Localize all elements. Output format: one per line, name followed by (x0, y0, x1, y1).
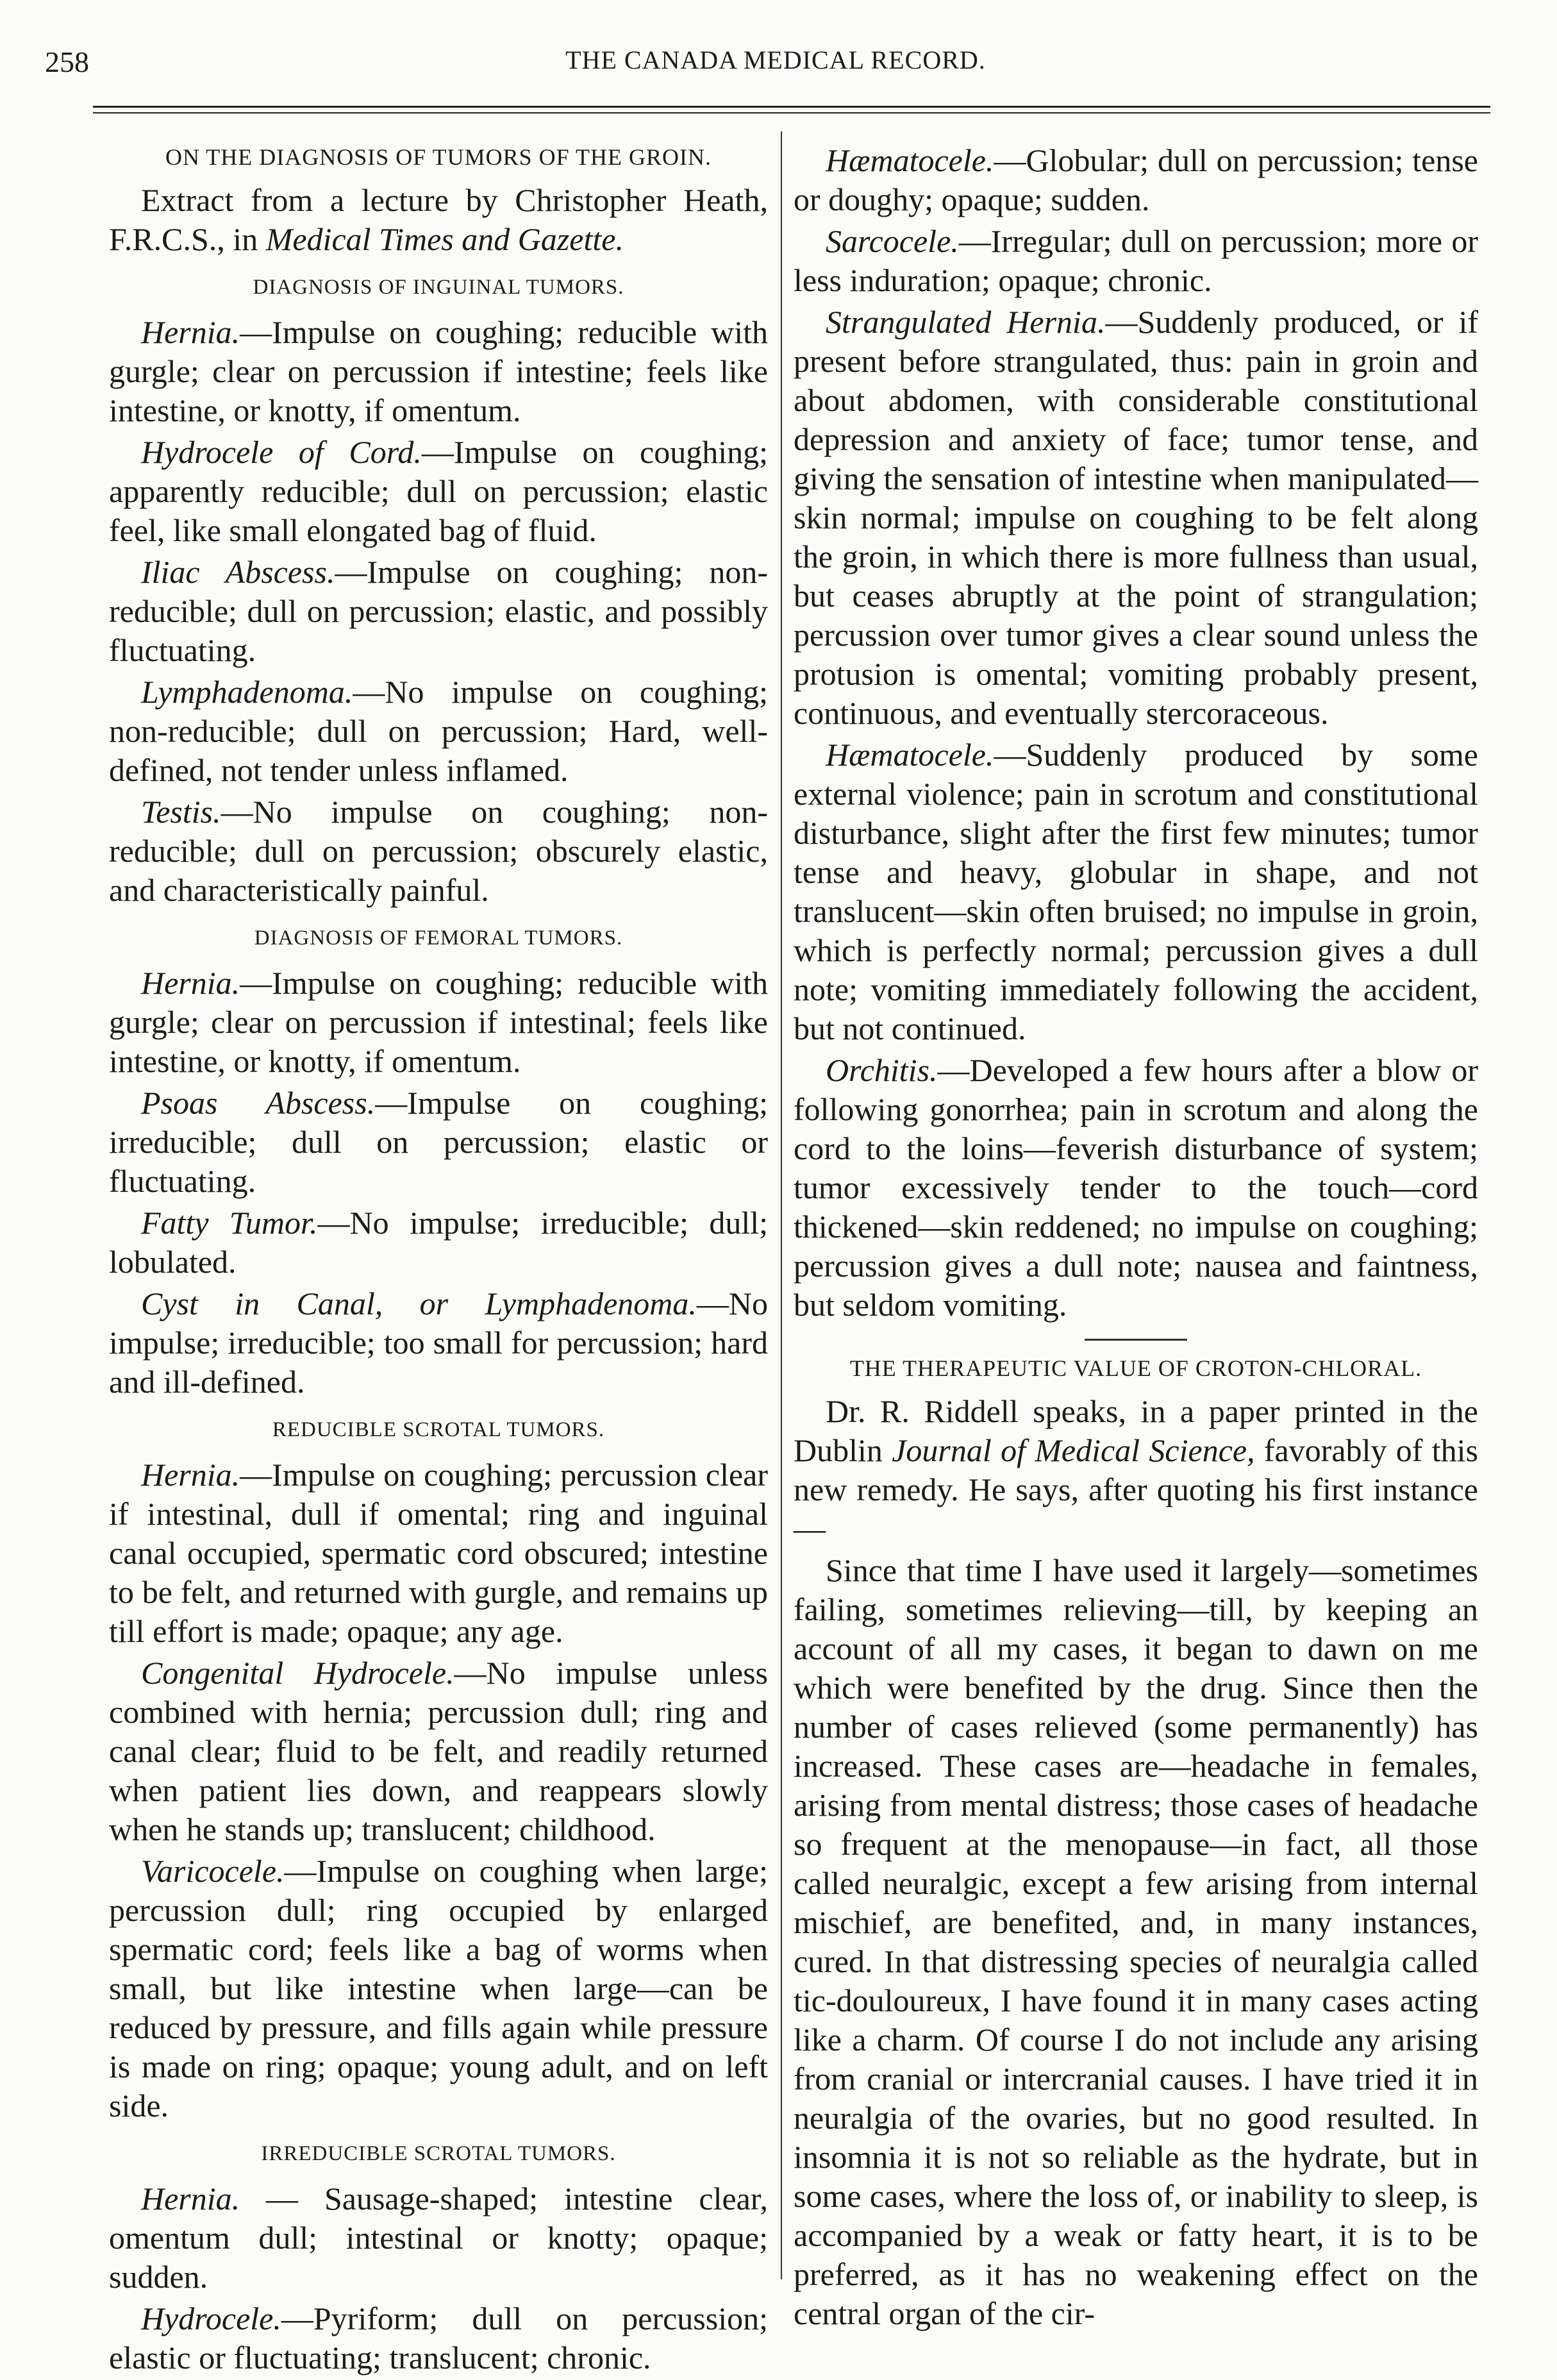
entry-text: —Impulse on coughing; apparently reducible; dull on percussion; elastic feel, like small elongated bag of fluid. (109, 434, 768, 548)
entry-text: —Impulse on coughing; reducible with gurgle; clear on percussion if intestine; feels like intestine, or knotty, if omentum. (109, 314, 768, 428)
entry (109, 1852, 768, 2125)
entry (109, 1455, 768, 1651)
paragraph-text: favorably of this new remedy. He says, after quoting his first instance— (794, 1432, 1478, 1546)
entry-text: —Impulse on coughing; reducible with gurgle; clear on percussion if intestinal; feels like intestine, or knotty, if omentum. (109, 965, 768, 1079)
entry-text: —Impulse on coughing; irreducible; dull on percussion; elastic or fluctuating. (109, 1085, 768, 1199)
section-heading: DIAGNOSIS OF FEMORAL TUMORS. (254, 926, 623, 950)
intro-source: Medical Times and Gazette. (265, 221, 624, 257)
article-paragraph: Since that time I have used it largely—sometimes failing, sometimes relieving—till, by keeping an account of all my cases, it began to dawn on me which were benefited by the drug. Since then the number of cases relieved (some permanently) has increased. These cases are—headache in females, arising from mental distress; those cases of headache so frequent at the menopause—in fact, all those called neuralgic, except a few arising from internal mischief, are benefited, and, in many instances, cured. In that distressing species of neuralgia called tic-douloureux, I have found it in many cases acting like a charm. Of course I do not include any arising from cranial or intercranial causes. I have tried it in neuralgia of the ovaries, but no good resulted. In insomnia it is not so reliable as the hydrate, but in some cases, where the loss of, or inability to sleep, is accompanied by a weak or fatty heart, it is to be preferred, as it has no weakening effect on the central organ of the cir- (794, 1552, 1478, 2331)
entry (794, 303, 1478, 733)
entry-term: Hernia. (141, 965, 240, 1001)
entry-term: Hydrocele. (141, 2300, 281, 2336)
article-intro (109, 181, 768, 259)
entry-text: —Suddenly produced, or if present before strangulated, thus: pain in groin and about abdomen, with considerable constitutional depression and anxiety of face; tumor tense, and giving the sensation of intestine when manipulated—skin normal; impulse on coughing to be felt along the groin, in which there is more fullness than usual, but ceases abruptly at the point of strangulation; percussion over tumor gives a clear sound unless the protusion is omental; vomiting probably present, continuous, and eventually stercoraceous. (794, 304, 1478, 731)
entry-term: Fatty Tumor. (141, 1205, 318, 1241)
article-paragraph (794, 1392, 1478, 1548)
entry-term: Cyst in Canal, or Lymphadenoma. (141, 1286, 697, 1321)
entry-term: Hæmatocele. (826, 142, 994, 178)
entry-term: Strangulated Hernia. (826, 304, 1106, 340)
entry-term: Sarcocele. (826, 223, 959, 259)
entry (109, 2179, 768, 2297)
entry-term: Psoas Abscess. (141, 1085, 376, 1121)
entry-text: — Sausage-shaped; intestine clear, omentum dull; intestinal or knotty; opaque; sudden. (109, 2181, 768, 2295)
column-divider (781, 131, 782, 2279)
entry (109, 433, 768, 550)
entry-term: Hernia. (141, 2181, 240, 2217)
entry-text: —No impulse unless combined with hernia; percussion dull; ring and canal clear; fluid to be felt, and readily returned when patient lies down, and reappears slowly when he stands up; translucent; childhood. (109, 1655, 769, 1847)
entry-term: Varicocele. (141, 1853, 285, 1889)
entry (109, 553, 768, 670)
entry (109, 1654, 768, 1849)
running-head: THE CANADA MEDICAL RECORD. (565, 46, 986, 74)
entry (109, 1203, 768, 1282)
page-number: 258 (45, 46, 89, 78)
entry (794, 1051, 1478, 1325)
entry-term: Testis. (141, 794, 221, 830)
entry-text: —Developed a few hours after a blow or following gonorrhea; pain in scrotum and along the cord to the loins—feverish disturbance of system; tumor excessively tender to the touch—cord thickened—skin reddened; no impulse on coughing; percussion gives a dull note; nausea and faintness, but seldom vomiting. (794, 1052, 1478, 1323)
article-title: THE THERAPEUTIC VALUE OF CROTON-CHLORAL. (849, 1355, 1422, 1381)
entry (109, 792, 768, 910)
entry-text: —Suddenly produced by some external violence; pain in scrotum and constitutional disturbance, slight after the first few minutes; tumor tense and heavy, globular in shape, and not translucent—skin often bruised; no impulse in groin, which is perfectly normal; percussion gives a dull note; vomiting immediately following the accident, but not continued. (794, 737, 1478, 1046)
entry (109, 1284, 768, 1402)
entry-text: —No impulse on coughing; non-reducible; dull on percussion; Hard, well-defined, not tender unless inflamed. (109, 674, 768, 788)
entry-text: —Impulse on coughing; non-reducible; dull on percussion; elastic, and possibly fluctuating. (109, 554, 768, 668)
left-column (109, 141, 768, 2380)
entry-term: Hernia. (141, 1457, 240, 1493)
entry (109, 1084, 768, 1201)
header-rule (93, 106, 1490, 108)
section-heading: REDUCIBLE SCROTAL TUMORS. (272, 1418, 605, 1441)
entry-term: Hydrocele of Cord. (141, 434, 422, 470)
intro-text: Extract from a lecture by Christopher Heath, F.R.C.S., in (109, 182, 768, 257)
entry-text: —No impulse; irreducible; too small for percussion; hard and ill-defined. (109, 1286, 768, 1400)
paragraph-text: Dr. R. Riddell speaks, in a paper printed in the Dublin (794, 1393, 1478, 1468)
header-rule-thin (93, 112, 1490, 113)
entry (109, 673, 768, 790)
entry-text: —No impulse on coughing; non-reducible; dull on percussion; obscurely elastic, and characteristically painful. (109, 794, 768, 908)
page-header (45, 45, 1506, 90)
entry (794, 141, 1478, 219)
entry (109, 964, 768, 1081)
entry-text: —Impulse on coughing when large; percussion dull; ring occupied by enlarged spermatic cord; feels like a bag of worms when small, but like intestine when large—can be reduced by pressure, and fills again while pressure is made on ring; opaque; young adult, and on left side. (109, 1853, 768, 2124)
right-column (794, 141, 1478, 2336)
entry-text: —Irregular; dull on percussion; more or less induration; opaque; chronic. (794, 223, 1478, 298)
entry-term: Hæmatocele. (826, 737, 994, 773)
entry (109, 2299, 768, 2377)
entry (794, 735, 1478, 1048)
section-heading: IRREDUCIBLE SCROTAL TUMORS. (261, 2142, 616, 2165)
entry-term: Hernia. (141, 314, 240, 350)
entry (794, 222, 1478, 300)
entry-term: Iliac Abscess. (141, 554, 335, 590)
entry-text: —No impulse; irreducible; dull; lobulated. (109, 1205, 769, 1280)
entry-term: Congenital Hydrocele. (141, 1655, 454, 1691)
entry-term: Lymphadenoma. (141, 674, 353, 710)
entry (109, 313, 768, 430)
section-separator (1085, 1339, 1187, 1341)
entry-term: Orchitis. (826, 1052, 938, 1088)
section-heading: DIAGNOSIS OF INGUINAL TUMORS. (253, 276, 624, 299)
article-title: ON THE DIAGNOSIS OF TUMORS OF THE GROIN. (165, 144, 712, 170)
entry-text: —Globular; dull on percussion; tense or doughy; opaque; sudden. (794, 142, 1478, 217)
entry-text: —Impulse on coughing; percussion clear if intestinal, dull if omental; ring and inguinal canal occupied, spermatic cord obscured; intestine to be felt, and returned with gurgle, and remains up till effort is made; opaque; any age. (109, 1457, 768, 1649)
journal-name: Journal of Medical Science, (892, 1432, 1255, 1468)
entry-text: —Pyriform; dull on percussion; elastic or fluctuating; translucent; chronic. (109, 2300, 768, 2376)
